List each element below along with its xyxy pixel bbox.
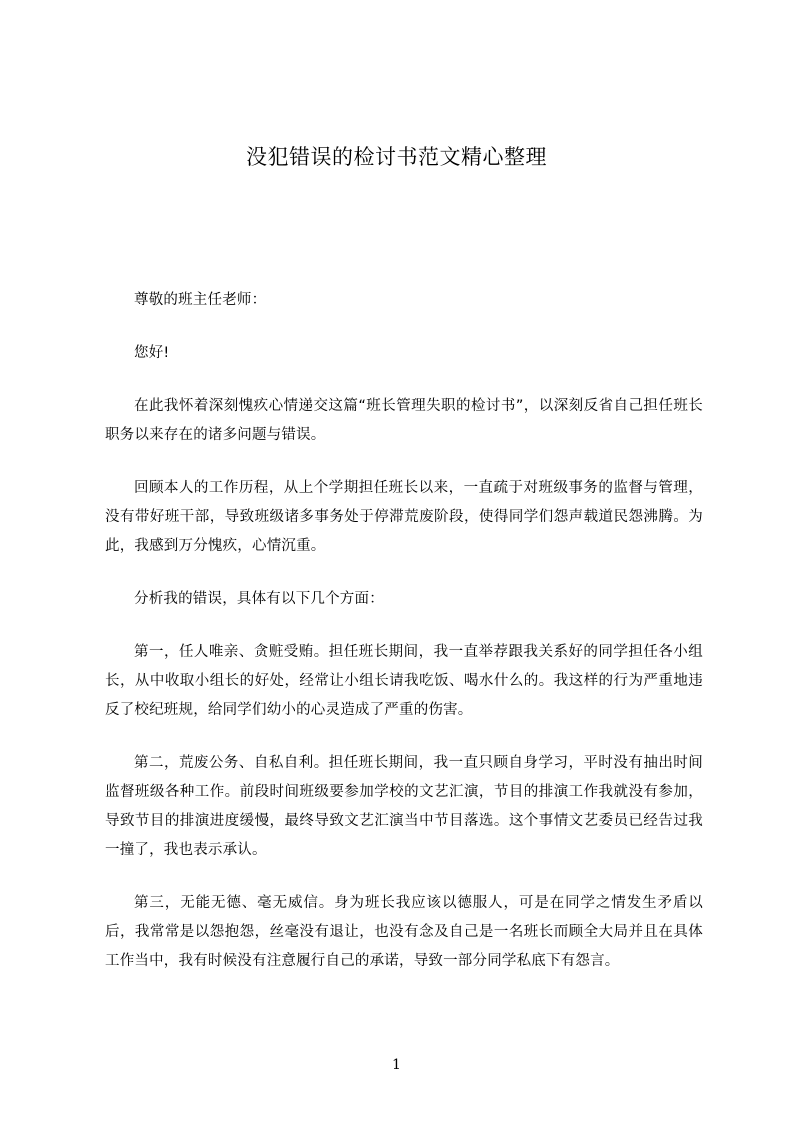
paragraph-point-1: 第一，任人唯亲、贪赃受贿。担任班长期间，我一直举荐跟我关系好的同学担任各小组长，从中收取小组长的好处，经常让小组长请我吃饭、喝水什么的。我这样的行为严重地违反了校纪班规，给同学们幼小的心灵造成了严重的伤害。: [105, 644, 703, 718]
paragraph-analysis-lead: 分析我的错误，具体有以下几个方面：: [134, 591, 384, 607]
page-number: 1: [392, 1057, 401, 1073]
paragraph-review: 回顾本人的工作历程，从上个学期担任班长以来，一直疏于对班级事务的监督与管理，没有带好班干部，导致班级诸多事务处于停滞荒废阶段，使得同学们怨声载道民怨沸腾。为此，我感到万分愧疚，心情沉重。: [105, 480, 703, 554]
salutation: 尊敬的班主任老师：: [134, 292, 267, 308]
paragraph-point-2: 第二，荒废公务、自私自利。担任班长期间，我一直只顾自身学习，平时没有抽出时间监督班级各种工作。前段时间班级要参加学校的文艺汇演，节目的排演工作我就没有参加，导致节目的排演进度缓慢，最终导致文艺汇演当中节目落选。这个事情文艺委员已经告过我一撞了，我也表示承认。: [105, 755, 703, 858]
document-title: 没犯错误的检讨书范文精心整理: [246, 145, 547, 169]
paragraph-intro: 在此我怀着深刻愧疚心情递交这篇“班长管理失职的检讨书”，以深刻反省自己担任班长职务以来存在的诸多问题与错误。: [105, 398, 703, 443]
greeting: 您好!: [134, 345, 170, 361]
paragraph-point-3: 第三，无能无德、毫无威信。身为班长我应该以德服人，可是在同学之情发生矛盾以后，我常常是以怨抱怨，丝毫没有退让，也没有念及自己是一名班长而顾全大局并且在具体工作当中，我有时候没有注意履行自己的承诺，导致一部分同学私底下有怨言。: [105, 895, 703, 969]
document-body: [105, 286, 703, 1000]
